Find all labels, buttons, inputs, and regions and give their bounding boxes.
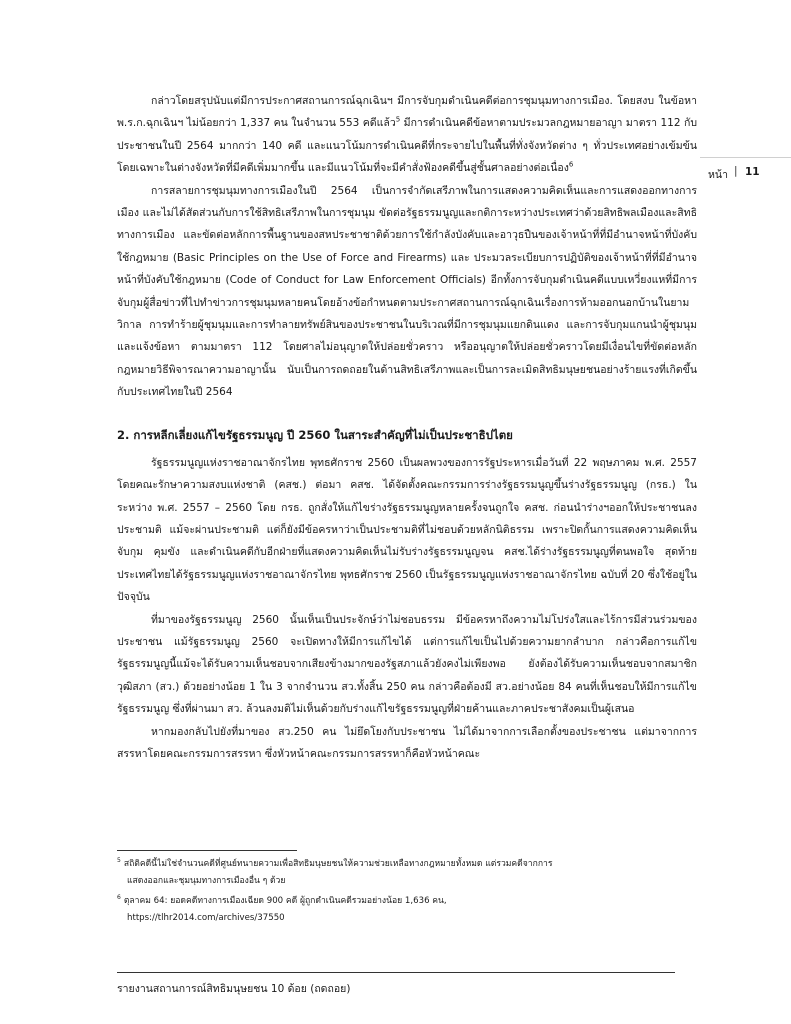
page-number-separator: | [734, 165, 738, 177]
paragraph-constitution-amendment: ที่มาของรัฐธรรมนูญ 2560 นั้นเห็นเป็นประจักษ์ว่าไม่ชอบธรรม มีข้อครหาถึงความไม่โปร่งใสและไร้การมีส่วนร่วมของประชาชน แม้รัฐธรรมนูญ 2560 จะเปิดทางให้มีการแก้ไขได้ แต่การแก้ไขเป็นไปด้วยความยากลำบาก กล่าวคือการแก้ไขรัฐธรรมนูญนี้แม้จะได้รับความเห็นชอบจากเสียงข้างมากของรัฐสภาแล้วยังคงไม่เพียงพอ ยังต้องได้รับความเห็นชอบจากสมาชิกวุฒิสภา (สว.) ด้วยอย่างน้อย 1 ใน 3 จากจำนวน สว.ทั้งสิ้น 250 คน กล่าวคือต้องมี สว.อย่างน้อย 84 คนที่เห็นชอบให้มีการแก้ไขรัฐธรรมนูญ ซึ่งที่ผ่านมา สว. ล้วนลงมติไม่เห็นด้วยกับร่างแก้ไขรัฐธรรมนูญที่ฝ่ายค้านและภาคประชาสังคมเป็นผู้เสนอ [117, 613, 697, 716]
footnote-marker: 5 [117, 857, 121, 865]
footnote-link[interactable]: https://tlhr2014.com/archives/37550 [127, 912, 285, 923]
page-body [117, 90, 697, 765]
footnote-ref-6[interactable]: 6 [568, 160, 574, 169]
footnote-text: สถิติคดีนี้ไม่ใช่จำนวนคดีที่ศูนย์ทนายความเพื่อสิทธิมนุษยชนให้ความช่วยเหลือทางกฎหมายทั้งหมด แต่รวมคดีจากการ [123, 859, 553, 869]
paragraph-dispersal: การสลายการชุมนุมทางการเมืองในปี 2564 เป็นการจำกัดเสรีภาพในการแสดงความคิดเห็นและการแสดงออกทางการเมือง และไม่ได้สัดส่วนกับการใช้สิทธิเสรีภาพในการชุมนุม ขัดต่อรัฐธรรมนูญและกติการะหว่างประเทศว่าด้วยสิทธิพลเมืองและสิทธิทางการเมือง และขัดต่อหลักการพื้นฐานของสหประชาชาติด้วยการใช้กำลังบังคับและอาวุธปืนของเจ้าหน้าที่ที่มีอำนาจหน้าที่บังคับใช้กฎหมาย (Basic Principles on the Use of Force and Firearms) และ ประมวลระเบียบการปฏิบัติของเจ้าหน้าที่ที่มีอำนาจหน้าที่บังคับใช้กฎหมาย (Code of Conduct for Law Enforcement Officials) อีกทั้งการจับกุมดำเนินคดีแบบเหวี่ยงแหที่มีการจับกุมผู้สื่อข่าวที่ไปทำข่าวการชุมนุมหลายคนโดยอ้างข้อกำหนดตามประกาศสถานการณ์ฉุกเฉินเรื่องการห้ามออกนอกบ้านในยามวิกาล การทำร้ายผู้ชุมนุมและการทำลายทรัพย์สินของประชาชนในบริเวณที่มีการชุมนุมแยกดินแดง และการจับกุมแกนนำผู้ชุมนุมและแจ้งข้อหา ตามมาตรา 112 โดยศาลไม่อนุญาตให้ปล่อยชั่วคราว หรืออนุญาตให้ปล่อยชั่วคราวโดยมีเงื่อนไขที่ขัดต่อหลักกฎหมายวิธีพิจารณาความอาญานั้น นับเป็นการถดถอยในด้านสิทธิเสรีภาพและเป็นการละเมิดสิทธิมนุษยชนอย่างร้ายแรงที่เกิดขึ้นกับประเทศไทยในปี 2564 [117, 184, 697, 399]
paragraph-summary-arrests [117, 90, 697, 180]
footer-title: รายงานสถานการณ์สิทธิมนุษยชน 10 ด้อย (ถดถอย) [117, 983, 351, 995]
section-heading-2: 2. การหลีกเลี่ยงแก้ไขรัฐธรรมนูญ ปี 2560 ในสาระสำคัญที่ไม่เป็นประชาธิปไตย [117, 427, 513, 442]
footnotes [117, 856, 695, 930]
footnote-6 [117, 893, 695, 926]
paragraph-constitution-origin: รัฐธรรมนูญแห่งราชอาณาจักรไทย พุทธศักราช 2560 เป็นผลพวงของการรัฐประหารเมื่อวันที่ 22 พฤษภาคม พ.ศ. 2557 โดยคณะรักษาความสงบแห่งชาติ (คสช.) ต่อมา คสช. ได้จัดตั้งคณะกรรมการร่างรัฐธรรมนูญขึ้นร่างรัฐธรรมนูญ (กรธ.) ในระหว่าง พ.ศ. 2557 – 2560 โดย กรธ. ถูกสั่งให้แก้ไขร่างรัฐธรรมนูญหลายครั้งจนถูกใจ คสช. ก่อนนำร่างฯออกให้ประชาชนลงประชามติ แม้จะผ่านประชามติ แต่ก็ยังมีข้อครหาว่าเป็นประชามติที่ไม่ชอบด้วยหลักนิติธรรม เพราะปิดกั้นการแสดงความคิดเห็น จับกุม คุมขัง และดำเนินคดีกับอีกฝ่ายที่แสดงความคิดเห็นไม่รับร่างรัฐธรรมนูญจน คสช.ได้ร่างรัฐธรรมนูญที่ตนพอใจ สุดท้ายประเทศไทยได้รัฐธรรมนูญแห่งราชอาณาจักรไทย พุทธศักราช 2560 เป็นรัฐธรรมนูญแห่งราชอาณาจักรไทย ฉบับที่ 20 ซึ่งใช้อยู่ในปัจจุบัน [117, 456, 697, 604]
paragraph-text: มีการดำเนินคดีข้อหาตามประมวลกฎหมายอาญา มาตรา 112 กับประชาชนในปี 2564 มากกว่า 140 คดี และแนวโน้มการดำเนินคดีที่กระจายไปในพื้นที่ทั่งจังหวัดต่าง ๆ ทั่วประเทศอย่างเข้มข้น โดยเฉพาะในต่างจังหวัดที่มีคดีเพิ่มมากขึ้น และมีแนวโน้มที่จะมีคำสั่งฟ้องคดีขึ้นสู่ชั้นศาลอย่างต่อเนื่อง [117, 117, 697, 175]
footnote-5 [117, 856, 695, 889]
footnote-ref-5[interactable]: 5 [395, 115, 401, 124]
page-label: หน้า [708, 169, 728, 181]
footer-divider [117, 972, 675, 973]
paragraph-senate: หากมองกลับไปยังที่มาของ สว.250 คน ไม่ยึดโยงกับประชาชน ไม่ได้มาจากการเลือกตั้งของประชาชน แต่มาจากการสรรหาโดยคณะกรรมการสรรหา ซึ่งหัวหน้าคณะกรรมการสรรหาก็คือหัวหน้าคณะ [117, 725, 697, 760]
footnote-marker: 6 [117, 894, 121, 902]
paragraph-text: กล่าวโดยสรุปนับแต่มีการประกาศสถานการณ์ฉุกเฉินฯ มีการจับกุมดำเนินคดีต่อการชุมนุมทางการเมือง. โดยสงบ ในข้อหา พ.ร.ก.ฉุกเฉินฯ ไม่น้อยกว่า 1,337 คน ในจำนวน 553 คดีแล้ว [117, 95, 697, 130]
footnote-text: แสดงออกและชุมนุมทางการเมืองอื่น ๆ ด้วย [127, 875, 286, 886]
footnote-divider [117, 850, 297, 851]
footnote-text: ตุลาคม 64: ยอดคดีทางการเมืองเฉียด 900 คดี ผู้ถูกดำเนินคดีรวมอย่างน้อย 1,636 คน, [123, 896, 447, 906]
page-number-block [700, 157, 791, 198]
page-number: 11 [745, 166, 760, 178]
